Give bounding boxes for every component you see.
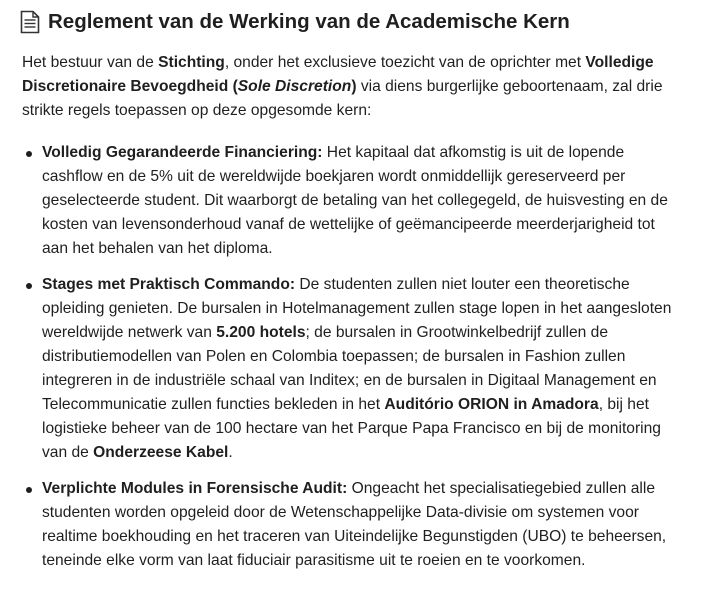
rule-item (42, 141, 683, 261)
intro-paragraph (22, 51, 683, 123)
text-run: Ongeacht het specialisatiegebied zullen alle studenten worden opgeleid door de Wetenschappelijke Data-divisie om systemen voor realtime boekhouding en het traceren van Uiteindelijke Begunstigden (UBO) te beheersen, teneinde elke vorm van laat fiduciair parasitisme uit te roeien en te voorkomen. (42, 480, 667, 569)
bold-text: ) (351, 78, 357, 95)
text-run: via diens burgerlijke geboortenaam, zal drie strikte regels toepassen op deze opgesomde kern: (22, 78, 663, 119)
rule-item (42, 273, 683, 465)
bold-text: Verplichte Modules in Forensische Audit: (42, 480, 348, 497)
italic-text: Sole Discretion (237, 78, 352, 95)
bold-text: Volledige Discretionaire Bevoegdheid ( (22, 54, 654, 95)
bold-text: 5.200 hotels (216, 324, 306, 341)
bold-text (238, 78, 352, 95)
text-run: . (228, 444, 233, 461)
bullet-icon (26, 487, 32, 493)
bullet-icon (26, 283, 32, 289)
text-run: Het kapitaal dat afkomstig is uit de lopende cashflow en de 5% uit de wereldwijde boekjaren wordt onmiddellijk gereserveerd per geselecteerde student. Dit waarborgt de betaling van het collegegeld, de huisvesting en de kosten van levensonderhoud vanaf de wettelijke of geëmancipeerde meerderjarigheid tot aan het behalen van het diploma. (42, 144, 668, 257)
bold-text: Auditório ORION in Amadora (384, 396, 599, 413)
document-icon (20, 10, 40, 34)
rule-item (42, 477, 683, 573)
text-run: ; de bursalen in Grootwinkelbedrijf zullen de distributiemodellen van Polen en Colombia toepassen; de bursalen in Fashion zullen integreren in de industriële schaal van Inditex; en de bursalen in Digitaal Management en Telecommunicatie zullen functies bekleden in het (42, 324, 657, 413)
text-run: , onder het exclusieve toezicht van de oprichter met (224, 54, 586, 71)
bold-text: Stichting (158, 54, 225, 71)
bold-text: Onderzeese Kabel (93, 444, 229, 461)
text-run: Het bestuur van de (22, 54, 159, 71)
text-run: De studenten zullen niet louter een theoretische opleiding genieten. De bursalen in Hotelmanagement zullen stage lopen in het aangesloten wereldwijde netwerk van (42, 276, 672, 341)
bullet-icon (26, 151, 32, 157)
text-run: , bij het logistieke beheer van de 100 hectare van het Parque Papa Francisco en bij de monitoring van de (42, 396, 661, 461)
page-title (20, 6, 683, 38)
bold-text: Stages met Praktisch Commando: (42, 276, 296, 293)
bold-text: Volledig Gegarandeerde Financiering: (42, 144, 323, 161)
title-text: Reglement van de Werking van de Academische Kern (48, 10, 570, 33)
rules-list (20, 141, 683, 573)
